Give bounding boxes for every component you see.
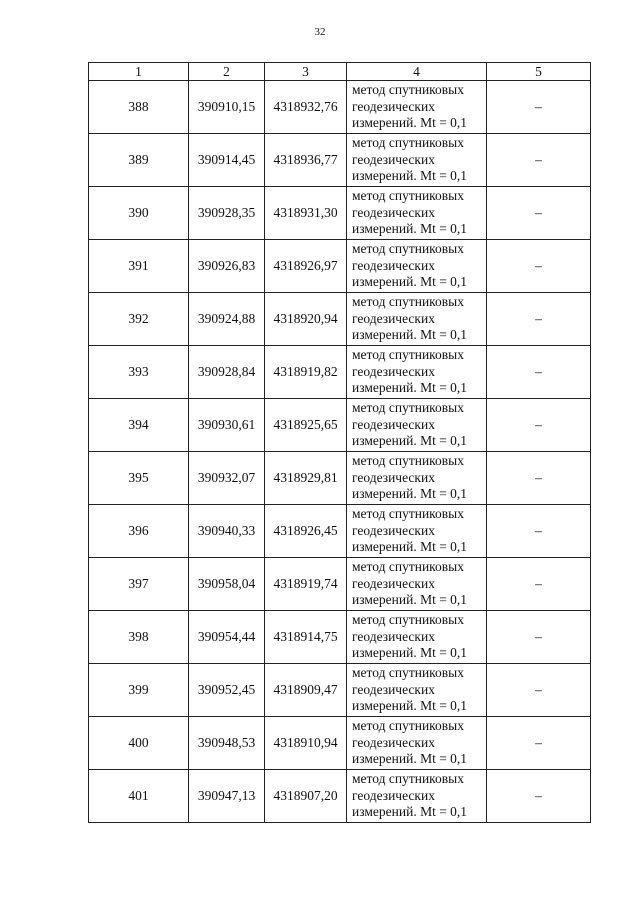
method-line: измерений. Mt = 0,1	[352, 433, 468, 449]
table-row	[89, 240, 591, 293]
x-coordinate-cell: 390928,84	[189, 346, 265, 399]
method-line: метод спутниковых	[352, 294, 464, 310]
method-line: метод спутниковых	[352, 506, 464, 522]
method-line: геодезических	[352, 257, 435, 273]
table-row	[89, 717, 591, 770]
method-cell	[347, 770, 487, 823]
point-number-cell: 390	[89, 187, 189, 240]
table-row	[89, 187, 591, 240]
point-number-cell: 396	[89, 505, 189, 558]
point-number-cell: 400	[89, 717, 189, 770]
note-cell: –	[487, 240, 591, 293]
method-line: измерений. Mt = 0,1	[352, 645, 468, 661]
point-number-cell: 401	[89, 770, 189, 823]
x-coordinate-cell: 390940,33	[189, 505, 265, 558]
method-line: измерений. Mt = 0,1	[352, 751, 468, 767]
note-cell: –	[487, 399, 591, 452]
note-cell: –	[487, 81, 591, 134]
x-coordinate-cell: 390932,07	[189, 452, 265, 505]
x-coordinate-cell: 390947,13	[189, 770, 265, 823]
y-coordinate-cell: 4318936,77	[265, 134, 347, 187]
x-coordinate-cell: 390958,04	[189, 558, 265, 611]
table-row	[89, 611, 591, 664]
x-coordinate-cell: 390930,61	[189, 399, 265, 452]
method-line: измерений. Mt = 0,1	[352, 804, 468, 820]
y-coordinate-cell: 4318931,30	[265, 187, 347, 240]
y-coordinate-cell: 4318920,94	[265, 293, 347, 346]
header-cell-5: 5	[487, 63, 591, 81]
y-coordinate-cell: 4318919,82	[265, 346, 347, 399]
method-cell	[347, 452, 487, 505]
note-cell: –	[487, 452, 591, 505]
x-coordinate-cell: 390928,35	[189, 187, 265, 240]
point-number-cell: 391	[89, 240, 189, 293]
method-cell	[347, 505, 487, 558]
note-cell: –	[487, 134, 591, 187]
method-line: геодезических	[352, 363, 435, 379]
method-line: геодезических	[352, 416, 435, 432]
method-line: геодезических	[352, 310, 435, 326]
y-coordinate-cell: 4318914,75	[265, 611, 347, 664]
method-line: геодезических	[352, 522, 435, 538]
method-line: геодезических	[352, 575, 435, 591]
method-cell	[347, 346, 487, 399]
method-line: геодезических	[352, 734, 435, 750]
table-row	[89, 505, 591, 558]
x-coordinate-cell: 390910,15	[189, 81, 265, 134]
note-cell: –	[487, 611, 591, 664]
method-line: геодезических	[352, 151, 435, 167]
note-cell: –	[487, 717, 591, 770]
method-line: измерений. Mt = 0,1	[352, 698, 468, 714]
x-coordinate-cell: 390954,44	[189, 611, 265, 664]
table-row	[89, 346, 591, 399]
method-line: метод спутниковых	[352, 135, 464, 151]
table-body	[89, 81, 591, 823]
table-row	[89, 558, 591, 611]
method-line: измерений. Mt = 0,1	[352, 539, 468, 555]
note-cell: –	[487, 558, 591, 611]
method-cell	[347, 81, 487, 134]
header-cell-1: 1	[89, 63, 189, 81]
note-cell: –	[487, 770, 591, 823]
header-cell-2: 2	[189, 63, 265, 81]
point-number-cell: 389	[89, 134, 189, 187]
method-cell	[347, 664, 487, 717]
x-coordinate-cell: 390926,83	[189, 240, 265, 293]
method-line: метод спутниковых	[352, 188, 464, 204]
method-line: измерений. Mt = 0,1	[352, 486, 468, 502]
point-number-cell: 394	[89, 399, 189, 452]
method-cell	[347, 240, 487, 293]
method-line: метод спутниковых	[352, 82, 464, 98]
method-cell	[347, 134, 487, 187]
method-line: метод спутниковых	[352, 453, 464, 469]
method-line: геодезических	[352, 787, 435, 803]
header-row	[89, 63, 591, 81]
method-line: геодезических	[352, 469, 435, 485]
y-coordinate-cell: 4318907,20	[265, 770, 347, 823]
method-line: метод спутниковых	[352, 559, 464, 575]
table-row	[89, 81, 591, 134]
point-number-cell: 395	[89, 452, 189, 505]
y-coordinate-cell: 4318929,81	[265, 452, 347, 505]
method-line: измерений. Mt = 0,1	[352, 274, 468, 290]
page-number: 32	[314, 26, 326, 38]
method-line: измерений. Mt = 0,1	[352, 380, 468, 396]
y-coordinate-cell: 4318925,65	[265, 399, 347, 452]
y-coordinate-cell: 4318909,47	[265, 664, 347, 717]
method-line: метод спутниковых	[352, 665, 464, 681]
method-line: метод спутниковых	[352, 400, 464, 416]
note-cell: –	[487, 505, 591, 558]
method-cell	[347, 187, 487, 240]
table-row	[89, 452, 591, 505]
x-coordinate-cell: 390924,88	[189, 293, 265, 346]
point-number-cell: 393	[89, 346, 189, 399]
method-line: измерений. Mt = 0,1	[352, 221, 468, 237]
point-number-cell: 398	[89, 611, 189, 664]
table-row	[89, 293, 591, 346]
method-line: геодезических	[352, 681, 435, 697]
table-row	[89, 399, 591, 452]
method-line: геодезических	[352, 628, 435, 644]
point-number-cell: 399	[89, 664, 189, 717]
x-coordinate-cell: 390952,45	[189, 664, 265, 717]
method-cell	[347, 399, 487, 452]
point-number-cell: 397	[89, 558, 189, 611]
y-coordinate-cell: 4318926,97	[265, 240, 347, 293]
method-line: измерений. Mt = 0,1	[352, 168, 468, 184]
method-line: измерений. Mt = 0,1	[352, 327, 468, 343]
method-cell	[347, 717, 487, 770]
method-line: геодезических	[352, 98, 435, 114]
method-line: метод спутниковых	[352, 347, 464, 363]
method-cell	[347, 611, 487, 664]
method-line: геодезических	[352, 204, 435, 220]
method-line: измерений. Mt = 0,1	[352, 115, 468, 131]
y-coordinate-cell: 4318910,94	[265, 717, 347, 770]
point-number-cell: 388	[89, 81, 189, 134]
coordinates-table	[88, 62, 591, 823]
table-row	[89, 134, 591, 187]
method-line: метод спутниковых	[352, 241, 464, 257]
note-cell: –	[487, 346, 591, 399]
note-cell: –	[487, 187, 591, 240]
header-cell-4: 4	[347, 63, 487, 81]
method-line: измерений. Mt = 0,1	[352, 592, 468, 608]
note-cell: –	[487, 664, 591, 717]
note-cell: –	[487, 293, 591, 346]
method-line: метод спутниковых	[352, 718, 464, 734]
method-cell	[347, 558, 487, 611]
header-cell-3: 3	[265, 63, 347, 81]
y-coordinate-cell: 4318919,74	[265, 558, 347, 611]
method-line: метод спутниковых	[352, 771, 464, 787]
x-coordinate-cell: 390914,45	[189, 134, 265, 187]
table-header	[89, 63, 591, 81]
y-coordinate-cell: 4318926,45	[265, 505, 347, 558]
x-coordinate-cell: 390948,53	[189, 717, 265, 770]
table-row	[89, 664, 591, 717]
point-number-cell: 392	[89, 293, 189, 346]
method-line: метод спутниковых	[352, 612, 464, 628]
y-coordinate-cell: 4318932,76	[265, 81, 347, 134]
method-cell	[347, 293, 487, 346]
table-row	[89, 770, 591, 823]
